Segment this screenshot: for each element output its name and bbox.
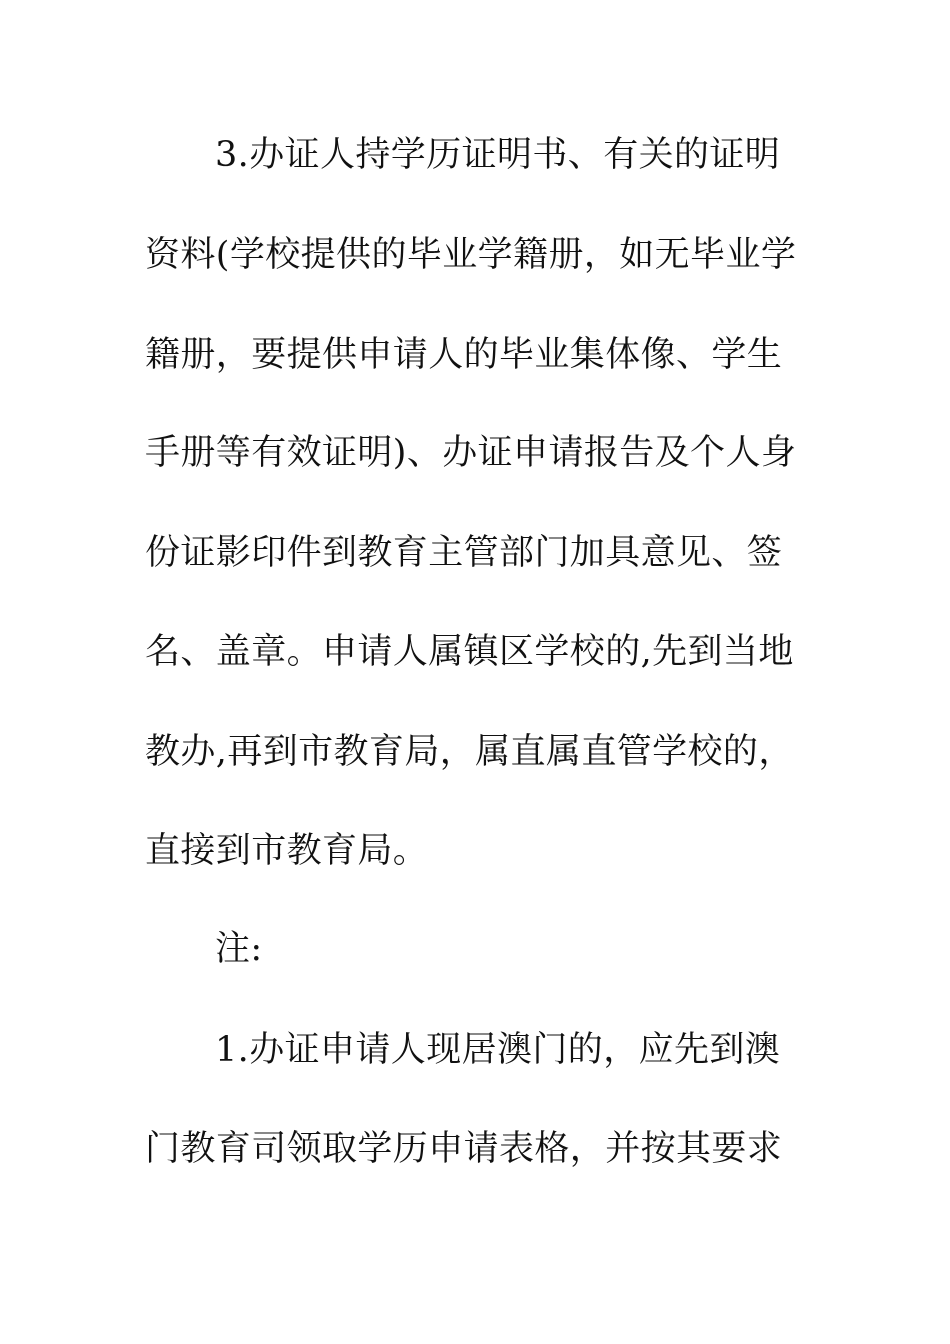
paragraph-line: 门教育司领取学历申请表格，并按其要求 bbox=[145, 1129, 783, 1169]
paragraph-line: 资料(学校提供的毕业学籍册，如无毕业学 bbox=[145, 235, 797, 275]
paragraph-line: 份证影印件到教育主管部门加具意见、签 bbox=[145, 533, 783, 573]
paragraph-line: 名、盖章。申请人属镇区学校的,先到当地 bbox=[145, 632, 794, 672]
paragraph-line: 3.办证人持学历证明书、有关的证明 bbox=[215, 135, 781, 175]
paragraph-line: 1.办证申请人现居澳门的，应先到澳 bbox=[215, 1030, 781, 1070]
paragraph-line: 手册等有效证明)、办证申请报告及个人身 bbox=[145, 433, 797, 473]
paragraph-line: 籍册，要提供申请人的毕业集体像、学生 bbox=[145, 335, 783, 375]
paragraph-line: 教办,再到市教育局，属直属直管学校的， bbox=[145, 732, 794, 772]
note-heading: 注: bbox=[215, 929, 263, 969]
paragraph-line: 直接到市教育局。 bbox=[145, 831, 429, 871]
